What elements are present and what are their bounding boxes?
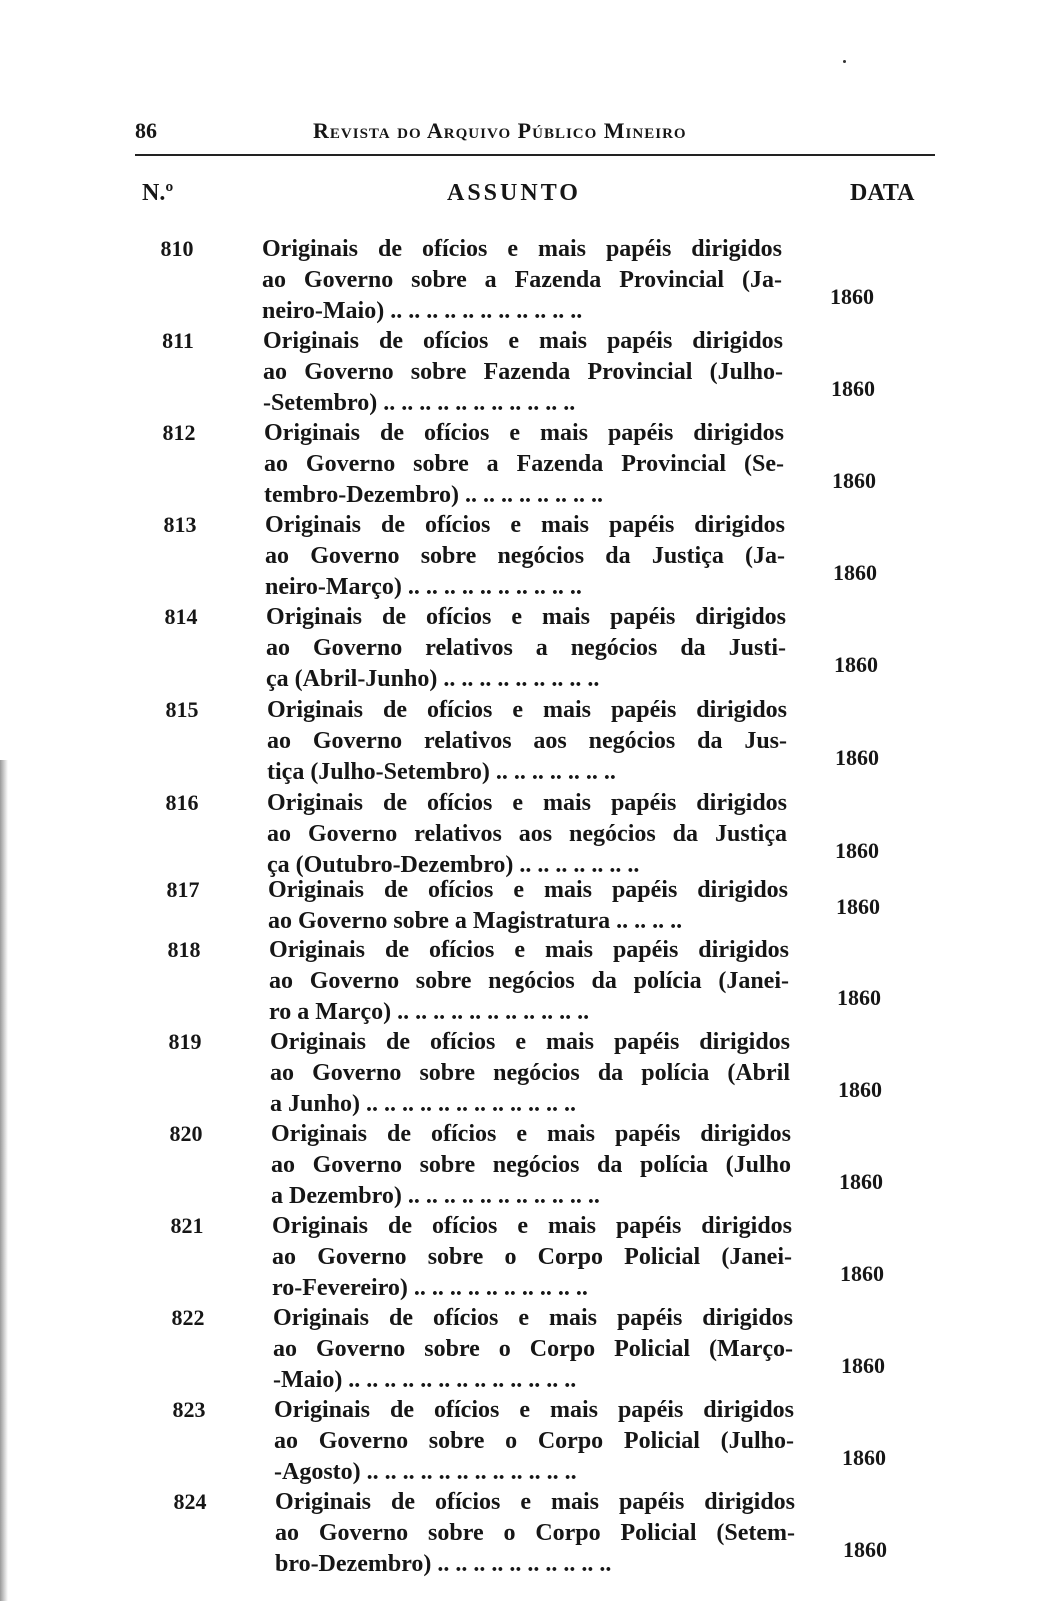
entry-subject-line: ao Governo sobre negócios da Justiça (Ja- <box>265 543 785 569</box>
entry-subject-line: ao Governo sobre a Fazenda Provincial (Ja- <box>262 267 782 293</box>
entry-subject-line: Originais de ofícios e mais papéis dirigidos <box>272 1213 792 1239</box>
column-header-subject: ASSUNTO <box>447 180 581 206</box>
entry-subject <box>262 234 782 327</box>
entry-subject-line: Originais de ofícios e mais papéis dirigidos <box>263 328 783 354</box>
entry-number: 815 <box>165 697 199 722</box>
entry-number: 817 <box>166 877 200 902</box>
entry-subject <box>263 326 783 419</box>
entry-subject-line: ao Governo sobre negócios da polícia (Janei- <box>269 968 789 994</box>
entry-subject-line: neiro-Março) .. .. .. .. .. .. .. .. .. .. <box>265 574 582 600</box>
page-edge-shadow <box>0 760 8 1601</box>
entry-subject-line: tiça (Julho-Setembro) .. .. .. .. .. .. .. <box>267 759 616 785</box>
entry-subject-line: ao Governo sobre negócios da polícia (Abril <box>270 1060 790 1086</box>
entry-subject <box>272 1211 792 1304</box>
entry-subject-line: bro-Dezembro) .. .. .. .. .. .. .. .. .. .. <box>275 1551 612 1577</box>
entry-number: 813 <box>163 512 197 537</box>
entry-subject-line: ro-Fevereiro) .. .. .. .. .. .. .. .. .. .. <box>272 1275 588 1301</box>
column-header-number: N.º <box>142 180 174 206</box>
entry-date: 1860 <box>838 1077 882 1102</box>
entry-subject-line: ao Governo sobre a Magistratura .. .. .. .. <box>268 908 683 934</box>
entry-subject-line: ça (Outubro-Dezembro) .. .. .. .. .. .. .. <box>267 852 640 878</box>
entry-date: 1860 <box>833 560 877 585</box>
entry-number: 811 <box>162 328 194 353</box>
entry-subject-line: ao Governo relativos aos negócios da Jus- <box>267 728 787 754</box>
entry-number: 823 <box>172 1397 206 1422</box>
entry-date: 1860 <box>841 1353 885 1378</box>
entry-number: 816 <box>165 790 199 815</box>
entry-number: 824 <box>173 1489 207 1514</box>
entry-subject-line: Originais de ofícios e mais papéis dirigidos <box>264 420 784 446</box>
entry-subject <box>268 875 788 937</box>
entry-date: 1860 <box>842 1445 886 1470</box>
entry-number: 820 <box>169 1121 203 1146</box>
entry-subject-line: -Setembro) .. .. .. .. .. .. .. .. .. .. .. <box>263 390 576 416</box>
entry-subject <box>267 788 787 881</box>
entry-subject <box>264 418 784 511</box>
entry-number: 810 <box>160 236 194 261</box>
entry-subject-line: tembro-Dezembro) .. .. .. .. .. .. .. .. <box>264 482 604 508</box>
entry-subject-line: Originais de ofícios e mais papéis dirigidos <box>265 512 785 538</box>
entry-number: 812 <box>162 420 196 445</box>
running-title: Revista do Arquivo Público Mineiro <box>313 118 687 143</box>
entry-subject <box>266 602 786 695</box>
entry-date: 1860 <box>835 745 879 770</box>
entry-subject <box>273 1303 793 1396</box>
entry-date: 1860 <box>831 376 875 401</box>
entry-subject-line: neiro-Maio) .. .. .. .. .. .. .. .. .. .. .. <box>262 298 583 324</box>
entry-subject <box>265 510 785 603</box>
page-number: 86 <box>135 118 157 143</box>
entry-date: 1860 <box>839 1169 883 1194</box>
entry-subject-line: -Agosto) .. .. .. .. .. .. .. .. .. .. .. .. <box>274 1459 577 1485</box>
entry-subject-line: ao Governo relativos a negócios da Justi- <box>266 635 786 661</box>
entry-date: 1860 <box>840 1261 884 1286</box>
entry-date: 1860 <box>832 468 876 493</box>
entry-date: 1860 <box>843 1537 887 1562</box>
entry-subject-line: Originais de ofícios e mais papéis dirigidos <box>275 1489 795 1515</box>
entry-subject <box>269 935 789 1028</box>
entry-subject-line: Originais de ofícios e mais papéis dirigidos <box>271 1121 791 1147</box>
entry-number: 822 <box>171 1305 205 1330</box>
page-header <box>135 118 935 156</box>
paper-speck <box>843 60 846 63</box>
entry-subject-line: Originais de ofícios e mais papéis dirigidos <box>262 236 782 262</box>
entry-subject <box>271 1119 791 1212</box>
entry-subject-line: Originais de ofícios e mais papéis dirigidos <box>267 790 787 816</box>
entry-number: 821 <box>170 1213 204 1238</box>
entry-subject <box>275 1487 795 1580</box>
entry-subject-line: ao Governo sobre negócios da polícia (Julho <box>271 1152 791 1178</box>
entry-number: 819 <box>168 1029 202 1054</box>
entry-subject-line: Originais de ofícios e mais papéis dirigidos <box>269 937 789 963</box>
entry-subject-line: ao Governo sobre o Corpo Policial (Setem- <box>275 1520 795 1546</box>
entry-subject-line: Originais de ofícios e mais papéis dirigidos <box>273 1305 793 1331</box>
entry-subject-line: ao Governo relativos aos negócios da Justiça <box>267 821 787 847</box>
entry-date: 1860 <box>835 838 879 863</box>
entry-date: 1860 <box>834 652 878 677</box>
entry-subject-line: ro a Março) .. .. .. .. .. .. .. .. .. .. .. <box>269 999 590 1025</box>
entry-subject-line: ao Governo sobre a Fazenda Provincial (Se- <box>264 451 784 477</box>
column-header-date: DATA <box>850 180 915 206</box>
entry-date: 1860 <box>837 985 881 1010</box>
entry-subject-line: Originais de ofícios e mais papéis dirigidos <box>274 1397 794 1423</box>
entry-subject-line: -Maio) .. .. .. .. .. .. .. .. .. .. .. .. .. <box>273 1367 577 1393</box>
entry-subject <box>267 695 787 788</box>
entry-subject-line: a Dezembro) .. .. .. .. .. .. .. .. .. .. .. <box>271 1183 600 1209</box>
entry-date: 1860 <box>836 894 880 919</box>
entry-subject-line: ça (Abril-Junho) .. .. .. .. .. .. .. .. .. <box>266 666 600 692</box>
entry-date: 1860 <box>830 284 874 309</box>
entry-subject-line: ao Governo sobre o Corpo Policial (Julho- <box>274 1428 794 1454</box>
entry-subject-line: Originais de ofícios e mais papéis dirigidos <box>268 877 788 903</box>
entry-subject <box>274 1395 794 1488</box>
entry-subject-line: ao Governo sobre o Corpo Policial (Março- <box>273 1336 793 1362</box>
entry-number: 814 <box>164 604 198 629</box>
entry-subject-line: Originais de ofícios e mais papéis dirigidos <box>270 1029 790 1055</box>
entry-subject-line: Originais de ofícios e mais papéis dirigidos <box>266 604 786 630</box>
entry-number: 818 <box>167 937 201 962</box>
entry-subject <box>270 1027 790 1120</box>
entry-subject-line: Originais de ofícios e mais papéis dirigidos <box>267 697 787 723</box>
entry-subject-line: ao Governo sobre Fazenda Provincial (Julho- <box>263 359 783 385</box>
entry-subject-line: a Junho) .. .. .. .. .. .. .. .. .. .. .. .. <box>270 1091 577 1117</box>
entry-subject-line: ao Governo sobre o Corpo Policial (Janei- <box>272 1244 792 1270</box>
